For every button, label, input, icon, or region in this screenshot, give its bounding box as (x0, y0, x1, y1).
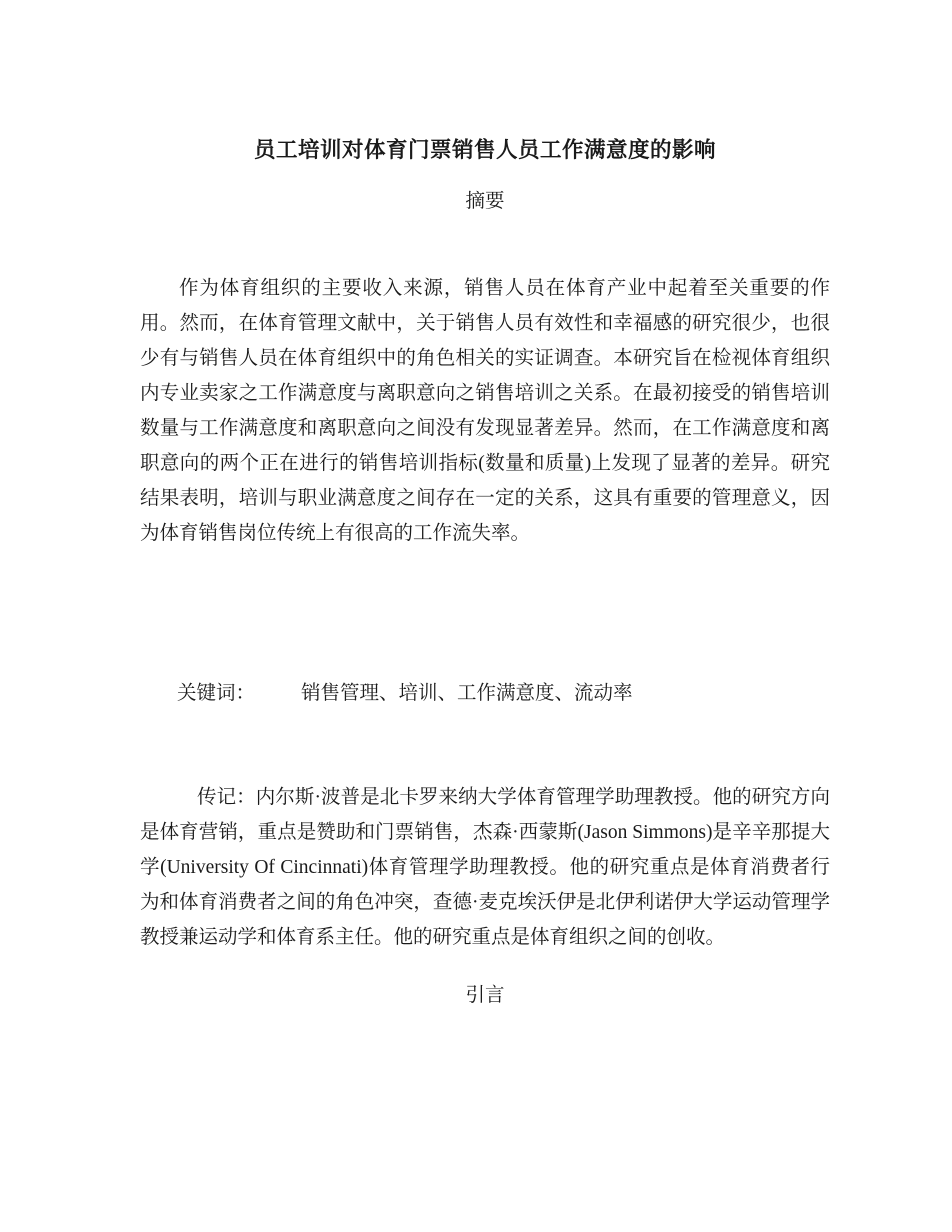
abstract-heading: 摘要 (465, 191, 505, 212)
introduction-heading: 引言 (465, 985, 505, 1006)
keywords-value: 销售管理、培训、工作满意度、流动率 (301, 683, 633, 704)
page-title: 员工培训对体育门票销售人员工作满意度的影响 (253, 138, 716, 162)
keywords-label: 关键词： (177, 683, 256, 704)
keywords-line (140, 676, 830, 711)
biography-paragraph: 传记：内尔斯·波普是北卡罗来纳大学体育管理学助理教授。他的研究方向是体育营销，重点是赞助和门票销售，杰森·西蒙斯(Jason Simmons)是辛辛那提大学(University Of Cincinnati)体育管理学助理教授。他的研究重点是体育消费者行为和体育消费者之间的角色冲突，查德·麦克埃沃伊是北伊利诺伊大学运动管理学教授兼运动学和体育系主任。他的研究重点是体育组织之间的创收。 (140, 787, 830, 948)
abstract-paragraph: 作为体育组织的主要收入来源，销售人员在体育产业中起着至关重要的作用。然而，在体育管理文献中，关于销售人员有效性和幸福感的研究很少，也很少有与销售人员在体育组织中的角色相关的实证调查。本研究旨在检视体育组织内专业卖家之工作满意度与离职意向之销售培训之关系。在最初接受的销售培训数量与工作满意度和离职意向之间没有发现显著差异。然而，在工作满意度和离职意向的两个正在进行的销售培训指标(数量和质量)上发现了显著的差异。研究结果表明，培训与职业满意度之间存在一定的关系，这具有重要的管理意义，因为体育销售岗位传统上有很高的工作流失率。 (140, 278, 830, 544)
